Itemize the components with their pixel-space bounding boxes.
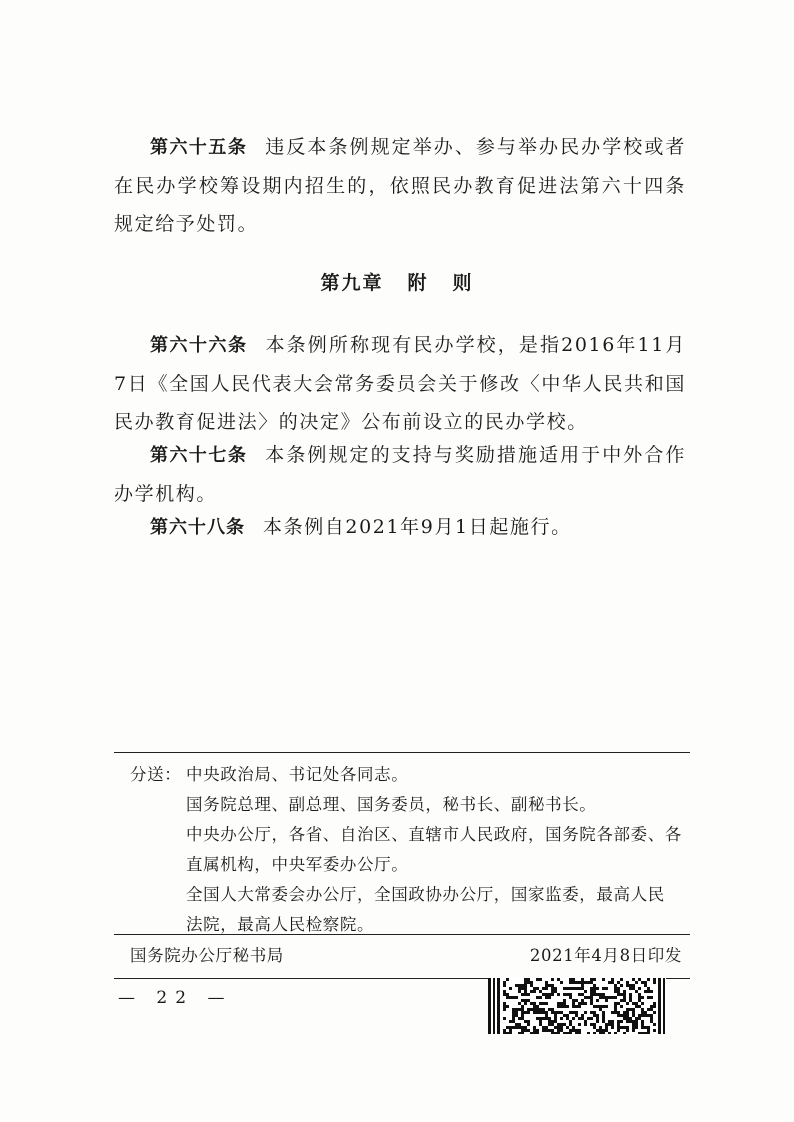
article-text: 本条例自2021年9月1日起施行。: [263, 516, 572, 538]
chapter-number: 第九章: [320, 272, 384, 294]
distribution-line: 国务院总理、副总理、国务委员，秘书长、副秘书长。: [186, 795, 597, 814]
article-number: 第六十八条: [150, 517, 245, 538]
chapter-title-part1: 附: [407, 272, 429, 294]
distribution-label: 分送：: [130, 765, 182, 784]
article-text: 本条例规定的支持与奖励措施适用于中外合作办学机构。: [114, 444, 686, 505]
chapter-title-part2: 则: [452, 272, 474, 294]
issuer-top-rule: [114, 934, 690, 935]
issuing-office: 国务院办公厅秘书局: [130, 946, 284, 965]
distribution-line: 中央办公厅，各省、自治区、直辖市人民政府，国务院各部委、各: [186, 825, 682, 844]
distribution-line: 直属机构，中央军委办公厅。: [186, 855, 409, 874]
issue-date: 2021年4月8日印发: [529, 946, 682, 965]
article-number: 第六十五条: [150, 137, 248, 158]
article-number: 第六十七条: [150, 445, 248, 466]
article-65: [114, 128, 686, 243]
distribution-list: [130, 760, 686, 940]
distribution-line: 全国人大常委会办公厅，全国政协办公厅，国家监委，最高人民: [186, 885, 665, 904]
barcode-icon: [488, 978, 666, 1034]
distribution-top-rule: [114, 752, 690, 753]
article-text: 违反本条例规定举办、参与举办民办学校或者在民办学校筹设期内招生的，依照民办教育促进法第六十四条规定给予处罚。: [114, 136, 686, 235]
article-number: 第六十六条: [150, 335, 248, 356]
page-number: — 22 —: [118, 988, 233, 1008]
distribution-line: 法院，最高人民检察院。: [186, 915, 375, 934]
article-text: 本条例所称现有民办学校，是指2016年11月7日《全国人民代表大会常务委员会关于修改〈中华人民共和国民办教育促进法〉的决定》公布前设立的民办学校。: [114, 334, 686, 433]
distribution-line: 中央政治局、书记处各同志。: [186, 765, 409, 784]
chapter-heading: [0, 268, 794, 295]
article-66: [114, 326, 686, 441]
article-68: [114, 508, 686, 547]
article-67: [114, 436, 686, 513]
